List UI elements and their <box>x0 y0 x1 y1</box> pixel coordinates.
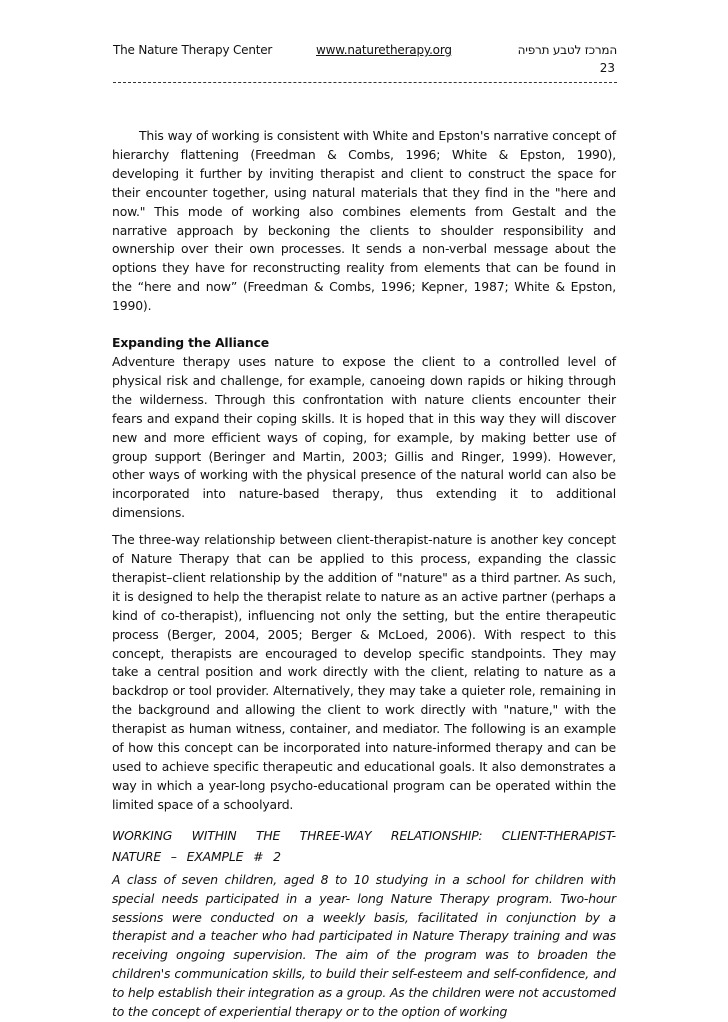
header-hebrew-title: המרכז לטבע תרפיה <box>517 43 617 57</box>
header-organization: The Nature Therapy Center <box>113 43 273 57</box>
header-divider <box>113 82 617 83</box>
paragraph-narrative-concept: This way of working is consistent with White and Epston's narrative concept of hierarchy flattening (Freedman & Combs, 1996; White & Epston, 1990), developing it further by inviting therapist and client to construct the space for their encounter together, using natural materials that they find in the "here and now." This mode of working also combines elements from Gestalt and the narrative approach by beckoning the clients to shoulder responsibility and ownership over their own processes. It sends a non-verbal message about the options they have for reconstructing reality from elements that can be found in the “here and now” (Freedman & Combs, 1996; Kepner, 1987; White & Epston, 1990). <box>112 128 616 314</box>
page-header <box>113 42 617 58</box>
paragraph-three-way-relationship: The three-way relationship between client-therapist-nature is another key concept of Nature Therapy that can be applied to this process, expanding the classic therapist–client relationship by the addition of "nature" as a third partner. As such, it is designed to help the therapist relate to nature as an active partner (perhaps a kind of co-therapist), influencing not only the setting, but the entire therapeutic process (Berger, 2004, 2005; Berger & McLoed, 2006). With respect to this concept, therapists are encouraged to develop specific standpoints. They may take a central position and work directly with the client, relating to nature as a backdrop or tool provider. Alternatively, they may take a quieter role, remaining in the background and allowing the client to work directly with "nature," with the therapist as human witness, container, and mediator. The following is an example of how this concept can be incorporated into nature-informed therapy and can be used to achieve specific therapeutic and educational goals. It also demonstrates a way in which a year-long psycho-educational program can be operated within the limited space of a schoolyard. <box>112 532 616 812</box>
paragraph-example-description: A class of seven children, aged 8 to 10 studying in a school for children with special needs participated in a year- long Nature Therapy program. Two-hour sessions were conducted on a weekly basis, facilitated in conjunction by a therapist and a teacher who had participated in Nature Therapy training and was receiving ongoing supervision. The aim of the program was to broaden the children's communication skills, to build their self-esteem and self-confidence, and to help establish their integration as a group. As the children were not accustomed to the concept of experiential therapy or to the option of working <box>112 871 616 1020</box>
page-number: 23 <box>599 61 615 75</box>
paragraph-adventure-therapy: Adventure therapy uses nature to expose the client to a controlled level of physical risk and challenge, for example, canoeing down rapids or hiking through the wilderness. Through this confrontation with nature clients encounter their fears and expand their coping skills. It is hoped that in this way they will discover new and more efficient ways of coping, for example, by making better use of group support (Beringer and Martin, 2003; Gillis and Ringer, 1999). However, other ways of working with the physical presence of the natural world can also be incorporated into nature-based therapy, thus extending it to additional dimensions. <box>112 353 616 521</box>
header-website-link[interactable]: www.naturetherapy.org <box>316 43 452 57</box>
section-heading: Expanding the Alliance <box>112 335 270 351</box>
document-body <box>112 127 616 1022</box>
example-heading: WORKING WITHIN THE THREE-WAY RELATIONSHIP: CLIENT-THERAPIST-NATURE – EXAMPLE # 2 <box>112 827 616 864</box>
